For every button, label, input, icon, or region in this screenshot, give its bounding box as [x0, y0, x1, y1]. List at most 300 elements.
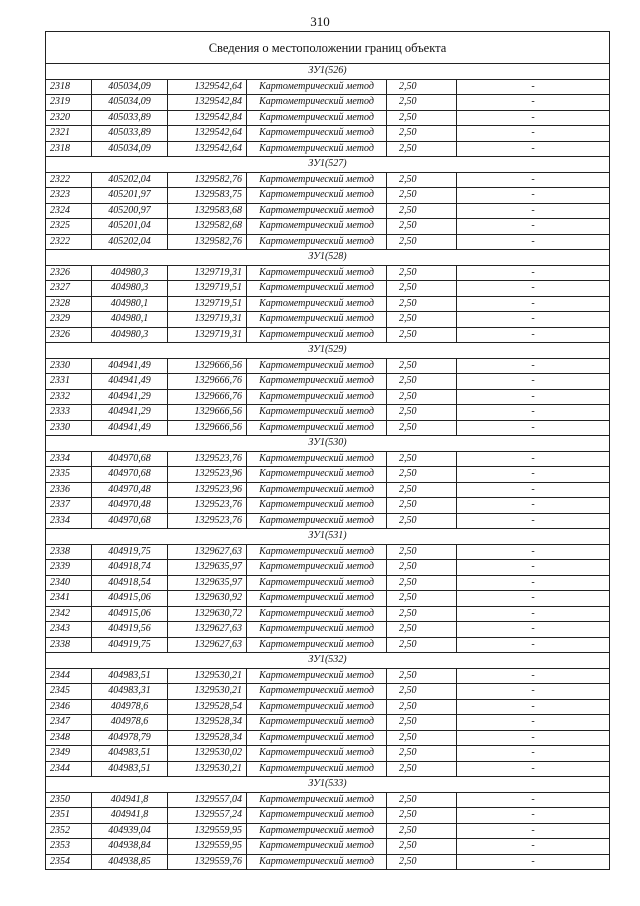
point-number-cell: 2329 — [46, 312, 92, 328]
y-coordinate-cell: 1329666,56 — [168, 358, 247, 374]
group-label: ЗУ1(526) — [46, 64, 610, 80]
accuracy-cell: 2,50 — [387, 420, 457, 436]
method-cell: Картометрический метод — [247, 405, 387, 421]
y-coordinate-cell: 1329630,92 — [168, 591, 247, 607]
point-number-cell: 2318 — [46, 79, 92, 95]
boundary-coordinates-table — [45, 31, 610, 870]
x-coordinate-cell: 404915,06 — [92, 591, 168, 607]
x-coordinate-cell: 404938,85 — [92, 854, 168, 870]
table-row — [46, 839, 610, 855]
method-cell: Картометрический метод — [247, 823, 387, 839]
group-label: ЗУ1(528) — [46, 250, 610, 266]
table-row — [46, 312, 610, 328]
x-coordinate-cell: 404978,6 — [92, 699, 168, 715]
y-coordinate-cell: 1329666,56 — [168, 420, 247, 436]
table-row — [46, 637, 610, 653]
y-coordinate-cell: 1329523,76 — [168, 498, 247, 514]
x-coordinate-cell: 404919,75 — [92, 637, 168, 653]
y-coordinate-cell: 1329666,76 — [168, 389, 247, 405]
table-row — [46, 482, 610, 498]
table-row — [46, 823, 610, 839]
x-coordinate-cell: 404980,1 — [92, 296, 168, 312]
note-cell: - — [457, 265, 610, 281]
accuracy-cell: 2,50 — [387, 622, 457, 638]
y-coordinate-cell: 1329627,63 — [168, 544, 247, 560]
accuracy-cell: 2,50 — [387, 312, 457, 328]
y-coordinate-cell: 1329635,97 — [168, 575, 247, 591]
y-coordinate-cell: 1329528,34 — [168, 715, 247, 731]
accuracy-cell: 2,50 — [387, 668, 457, 684]
point-number-cell: 2324 — [46, 203, 92, 219]
page-number: 310 — [310, 14, 330, 29]
table-row — [46, 110, 610, 126]
y-coordinate-cell: 1329542,64 — [168, 79, 247, 95]
x-coordinate-cell: 404941,8 — [92, 792, 168, 808]
x-coordinate-cell: 405202,04 — [92, 172, 168, 188]
y-coordinate-cell: 1329542,84 — [168, 110, 247, 126]
method-cell: Картометрический метод — [247, 172, 387, 188]
y-coordinate-cell: 1329530,02 — [168, 746, 247, 762]
point-number-cell: 2322 — [46, 234, 92, 250]
method-cell: Картометрический метод — [247, 126, 387, 142]
y-coordinate-cell: 1329523,76 — [168, 513, 247, 529]
note-cell: - — [457, 126, 610, 142]
x-coordinate-cell: 404941,49 — [92, 420, 168, 436]
x-coordinate-cell: 405201,04 — [92, 219, 168, 235]
accuracy-cell: 2,50 — [387, 606, 457, 622]
group-header-row — [46, 157, 610, 173]
method-cell: Картометрический метод — [247, 606, 387, 622]
y-coordinate-cell: 1329627,63 — [168, 637, 247, 653]
accuracy-cell: 2,50 — [387, 498, 457, 514]
point-number-cell: 2331 — [46, 374, 92, 390]
x-coordinate-cell: 404970,68 — [92, 467, 168, 483]
point-number-cell: 2335 — [46, 467, 92, 483]
accuracy-cell: 2,50 — [387, 823, 457, 839]
accuracy-cell: 2,50 — [387, 637, 457, 653]
table-row — [46, 219, 610, 235]
method-cell: Картометрический метод — [247, 296, 387, 312]
method-cell: Картометрический метод — [247, 389, 387, 405]
y-coordinate-cell: 1329583,75 — [168, 188, 247, 204]
note-cell: - — [457, 281, 610, 297]
method-cell: Картометрический метод — [247, 234, 387, 250]
y-coordinate-cell: 1329635,97 — [168, 560, 247, 576]
note-cell: - — [457, 684, 610, 700]
point-number-cell: 2352 — [46, 823, 92, 839]
y-coordinate-cell: 1329719,31 — [168, 312, 247, 328]
note-cell: - — [457, 296, 610, 312]
x-coordinate-cell: 404980,3 — [92, 265, 168, 281]
point-number-cell: 2326 — [46, 327, 92, 343]
point-number-cell: 2348 — [46, 730, 92, 746]
accuracy-cell: 2,50 — [387, 839, 457, 855]
table-row — [46, 684, 610, 700]
point-number-cell: 2344 — [46, 761, 92, 777]
y-coordinate-cell: 1329557,24 — [168, 808, 247, 824]
table-title-row — [46, 32, 610, 64]
point-number-cell: 2339 — [46, 560, 92, 576]
y-coordinate-cell: 1329719,31 — [168, 265, 247, 281]
y-coordinate-cell: 1329542,64 — [168, 126, 247, 142]
accuracy-cell: 2,50 — [387, 188, 457, 204]
group-label: ЗУ1(529) — [46, 343, 610, 359]
table-row — [46, 265, 610, 281]
y-coordinate-cell: 1329530,21 — [168, 761, 247, 777]
method-cell: Картометрический метод — [247, 188, 387, 204]
table-row — [46, 622, 610, 638]
note-cell: - — [457, 606, 610, 622]
note-cell: - — [457, 761, 610, 777]
accuracy-cell: 2,50 — [387, 560, 457, 576]
accuracy-cell: 2,50 — [387, 327, 457, 343]
point-number-cell: 2345 — [46, 684, 92, 700]
y-coordinate-cell: 1329523,96 — [168, 482, 247, 498]
x-coordinate-cell: 404983,51 — [92, 746, 168, 762]
method-cell: Картометрический метод — [247, 482, 387, 498]
table-row — [46, 746, 610, 762]
point-number-cell: 2350 — [46, 792, 92, 808]
note-cell: - — [457, 792, 610, 808]
point-number-cell: 2327 — [46, 281, 92, 297]
table-row — [46, 730, 610, 746]
x-coordinate-cell: 404919,56 — [92, 622, 168, 638]
method-cell: Картометрический метод — [247, 451, 387, 467]
table-row — [46, 374, 610, 390]
accuracy-cell: 2,50 — [387, 374, 457, 390]
accuracy-cell: 2,50 — [387, 730, 457, 746]
method-cell: Картометрический метод — [247, 467, 387, 483]
group-label: ЗУ1(531) — [46, 529, 610, 545]
accuracy-cell: 2,50 — [387, 203, 457, 219]
group-header-row — [46, 343, 610, 359]
y-coordinate-cell: 1329582,68 — [168, 219, 247, 235]
note-cell: - — [457, 575, 610, 591]
table-row — [46, 389, 610, 405]
method-cell: Картометрический метод — [247, 312, 387, 328]
table-row — [46, 668, 610, 684]
point-number-cell: 2332 — [46, 389, 92, 405]
point-number-cell: 2326 — [46, 265, 92, 281]
table-row — [46, 498, 610, 514]
x-coordinate-cell: 405200,97 — [92, 203, 168, 219]
x-coordinate-cell: 404983,31 — [92, 684, 168, 700]
accuracy-cell: 2,50 — [387, 575, 457, 591]
point-number-cell: 2344 — [46, 668, 92, 684]
note-cell: - — [457, 451, 610, 467]
accuracy-cell: 2,50 — [387, 684, 457, 700]
note-cell: - — [457, 699, 610, 715]
accuracy-cell: 2,50 — [387, 172, 457, 188]
point-number-cell: 2336 — [46, 482, 92, 498]
point-number-cell: 2325 — [46, 219, 92, 235]
table-row — [46, 234, 610, 250]
note-cell: - — [457, 95, 610, 111]
method-cell: Картометрический метод — [247, 374, 387, 390]
point-number-cell: 2340 — [46, 575, 92, 591]
note-cell: - — [457, 405, 610, 421]
table-row — [46, 467, 610, 483]
accuracy-cell: 2,50 — [387, 281, 457, 297]
x-coordinate-cell: 405033,89 — [92, 126, 168, 142]
table-row — [46, 296, 610, 312]
method-cell: Картометрический метод — [247, 95, 387, 111]
method-cell: Картометрический метод — [247, 715, 387, 731]
y-coordinate-cell: 1329582,76 — [168, 172, 247, 188]
accuracy-cell: 2,50 — [387, 451, 457, 467]
accuracy-cell: 2,50 — [387, 95, 457, 111]
y-coordinate-cell: 1329719,31 — [168, 327, 247, 343]
x-coordinate-cell: 405033,89 — [92, 110, 168, 126]
point-number-cell: 2333 — [46, 405, 92, 421]
table-row — [46, 405, 610, 421]
y-coordinate-cell: 1329719,51 — [168, 281, 247, 297]
y-coordinate-cell: 1329559,95 — [168, 823, 247, 839]
method-cell: Картометрический метод — [247, 761, 387, 777]
y-coordinate-cell: 1329542,84 — [168, 95, 247, 111]
note-cell: - — [457, 234, 610, 250]
table-row — [46, 451, 610, 467]
point-number-cell: 2318 — [46, 141, 92, 157]
method-cell: Картометрический метод — [247, 513, 387, 529]
y-coordinate-cell: 1329528,54 — [168, 699, 247, 715]
table-row — [46, 560, 610, 576]
table-row — [46, 172, 610, 188]
table-row — [46, 513, 610, 529]
x-coordinate-cell: 405201,97 — [92, 188, 168, 204]
accuracy-cell: 2,50 — [387, 296, 457, 312]
method-cell: Картометрический метод — [247, 575, 387, 591]
accuracy-cell: 2,50 — [387, 110, 457, 126]
table-row — [46, 575, 610, 591]
x-coordinate-cell: 404941,8 — [92, 808, 168, 824]
table-row — [46, 79, 610, 95]
note-cell: - — [457, 374, 610, 390]
note-cell: - — [457, 312, 610, 328]
y-coordinate-cell: 1329627,63 — [168, 622, 247, 638]
x-coordinate-cell: 404941,49 — [92, 374, 168, 390]
point-number-cell: 2342 — [46, 606, 92, 622]
point-number-cell: 2347 — [46, 715, 92, 731]
y-coordinate-cell: 1329559,95 — [168, 839, 247, 855]
x-coordinate-cell: 404978,79 — [92, 730, 168, 746]
x-coordinate-cell: 404941,29 — [92, 389, 168, 405]
method-cell: Картометрический метод — [247, 746, 387, 762]
note-cell: - — [457, 141, 610, 157]
accuracy-cell: 2,50 — [387, 808, 457, 824]
y-coordinate-cell: 1329542,64 — [168, 141, 247, 157]
y-coordinate-cell: 1329530,21 — [168, 684, 247, 700]
accuracy-cell: 2,50 — [387, 544, 457, 560]
table-row — [46, 761, 610, 777]
note-cell: - — [457, 591, 610, 607]
note-cell: - — [457, 188, 610, 204]
group-header-row — [46, 653, 610, 669]
table-row — [46, 188, 610, 204]
x-coordinate-cell: 404978,6 — [92, 715, 168, 731]
point-number-cell: 2323 — [46, 188, 92, 204]
note-cell: - — [457, 839, 610, 855]
method-cell: Картометрический метод — [247, 110, 387, 126]
method-cell: Картометрический метод — [247, 622, 387, 638]
note-cell: - — [457, 110, 610, 126]
x-coordinate-cell: 404980,3 — [92, 281, 168, 297]
method-cell: Картометрический метод — [247, 637, 387, 653]
method-cell: Картометрический метод — [247, 327, 387, 343]
y-coordinate-cell: 1329523,96 — [168, 467, 247, 483]
method-cell: Картометрический метод — [247, 544, 387, 560]
x-coordinate-cell: 404980,3 — [92, 327, 168, 343]
note-cell: - — [457, 854, 610, 870]
x-coordinate-cell: 405034,09 — [92, 141, 168, 157]
note-cell: - — [457, 622, 610, 638]
x-coordinate-cell: 405202,04 — [92, 234, 168, 250]
method-cell: Картометрический метод — [247, 265, 387, 281]
note-cell: - — [457, 467, 610, 483]
point-number-cell: 2330 — [46, 358, 92, 374]
x-coordinate-cell: 404980,1 — [92, 312, 168, 328]
table-row — [46, 854, 610, 870]
y-coordinate-cell: 1329557,04 — [168, 792, 247, 808]
point-number-cell: 2338 — [46, 637, 92, 653]
point-number-cell: 2337 — [46, 498, 92, 514]
table-row — [46, 141, 610, 157]
x-coordinate-cell: 404918,74 — [92, 560, 168, 576]
table-row — [46, 808, 610, 824]
accuracy-cell: 2,50 — [387, 265, 457, 281]
group-header-row — [46, 777, 610, 793]
accuracy-cell: 2,50 — [387, 482, 457, 498]
note-cell: - — [457, 203, 610, 219]
note-cell: - — [457, 746, 610, 762]
table-row — [46, 544, 610, 560]
group-header-row — [46, 436, 610, 452]
note-cell: - — [457, 560, 610, 576]
method-cell: Картометрический метод — [247, 358, 387, 374]
group-header-row — [46, 529, 610, 545]
y-coordinate-cell: 1329582,76 — [168, 234, 247, 250]
x-coordinate-cell: 404915,06 — [92, 606, 168, 622]
x-coordinate-cell: 404919,75 — [92, 544, 168, 560]
note-cell: - — [457, 823, 610, 839]
x-coordinate-cell: 404983,51 — [92, 668, 168, 684]
accuracy-cell: 2,50 — [387, 467, 457, 483]
method-cell: Картометрический метод — [247, 668, 387, 684]
table-row — [46, 792, 610, 808]
x-coordinate-cell: 404970,48 — [92, 482, 168, 498]
note-cell: - — [457, 389, 610, 405]
table-row — [46, 606, 610, 622]
method-cell: Картометрический метод — [247, 79, 387, 95]
note-cell: - — [457, 358, 610, 374]
x-coordinate-cell: 404918,54 — [92, 575, 168, 591]
group-header-row — [46, 250, 610, 266]
method-cell: Картометрический метод — [247, 203, 387, 219]
table-title: Сведения о местоположении границ объекта — [46, 32, 610, 64]
y-coordinate-cell: 1329666,76 — [168, 374, 247, 390]
x-coordinate-cell: 404941,29 — [92, 405, 168, 421]
table-row — [46, 95, 610, 111]
accuracy-cell: 2,50 — [387, 79, 457, 95]
group-label: ЗУ1(532) — [46, 653, 610, 669]
table-row — [46, 699, 610, 715]
group-label: ЗУ1(533) — [46, 777, 610, 793]
method-cell: Картометрический метод — [247, 792, 387, 808]
y-coordinate-cell: 1329559,76 — [168, 854, 247, 870]
accuracy-cell: 2,50 — [387, 234, 457, 250]
note-cell: - — [457, 498, 610, 514]
method-cell: Картометрический метод — [247, 591, 387, 607]
point-number-cell: 2354 — [46, 854, 92, 870]
method-cell: Картометрический метод — [247, 141, 387, 157]
point-number-cell: 2353 — [46, 839, 92, 855]
table-row — [46, 715, 610, 731]
x-coordinate-cell: 404970,48 — [92, 498, 168, 514]
y-coordinate-cell: 1329630,72 — [168, 606, 247, 622]
point-number-cell: 2343 — [46, 622, 92, 638]
table-row — [46, 281, 610, 297]
table-row — [46, 126, 610, 142]
accuracy-cell: 2,50 — [387, 854, 457, 870]
point-number-cell: 2322 — [46, 172, 92, 188]
note-cell: - — [457, 730, 610, 746]
table-row — [46, 327, 610, 343]
accuracy-cell: 2,50 — [387, 591, 457, 607]
y-coordinate-cell: 1329528,34 — [168, 730, 247, 746]
note-cell: - — [457, 327, 610, 343]
note-cell: - — [457, 544, 610, 560]
point-number-cell: 2334 — [46, 513, 92, 529]
point-number-cell: 2334 — [46, 451, 92, 467]
group-label: ЗУ1(530) — [46, 436, 610, 452]
accuracy-cell: 2,50 — [387, 699, 457, 715]
group-label: ЗУ1(527) — [46, 157, 610, 173]
y-coordinate-cell: 1329583,68 — [168, 203, 247, 219]
group-header-row — [46, 64, 610, 80]
point-number-cell: 2346 — [46, 699, 92, 715]
table-row — [46, 358, 610, 374]
accuracy-cell: 2,50 — [387, 715, 457, 731]
x-coordinate-cell: 405034,09 — [92, 95, 168, 111]
note-cell: - — [457, 808, 610, 824]
note-cell: - — [457, 172, 610, 188]
y-coordinate-cell: 1329719,51 — [168, 296, 247, 312]
point-number-cell: 2330 — [46, 420, 92, 436]
method-cell: Картометрический метод — [247, 730, 387, 746]
x-coordinate-cell: 404938,84 — [92, 839, 168, 855]
point-number-cell: 2338 — [46, 544, 92, 560]
y-coordinate-cell: 1329530,21 — [168, 668, 247, 684]
note-cell: - — [457, 79, 610, 95]
y-coordinate-cell: 1329666,56 — [168, 405, 247, 421]
note-cell: - — [457, 715, 610, 731]
accuracy-cell: 2,50 — [387, 389, 457, 405]
method-cell: Картометрический метод — [247, 281, 387, 297]
table-row — [46, 591, 610, 607]
point-number-cell: 2321 — [46, 126, 92, 142]
point-number-cell: 2319 — [46, 95, 92, 111]
point-number-cell: 2351 — [46, 808, 92, 824]
method-cell: Картометрический метод — [247, 808, 387, 824]
accuracy-cell: 2,50 — [387, 126, 457, 142]
note-cell: - — [457, 668, 610, 684]
point-number-cell: 2349 — [46, 746, 92, 762]
x-coordinate-cell: 404941,49 — [92, 358, 168, 374]
note-cell: - — [457, 420, 610, 436]
x-coordinate-cell: 404939,04 — [92, 823, 168, 839]
method-cell: Картометрический метод — [247, 420, 387, 436]
note-cell: - — [457, 219, 610, 235]
